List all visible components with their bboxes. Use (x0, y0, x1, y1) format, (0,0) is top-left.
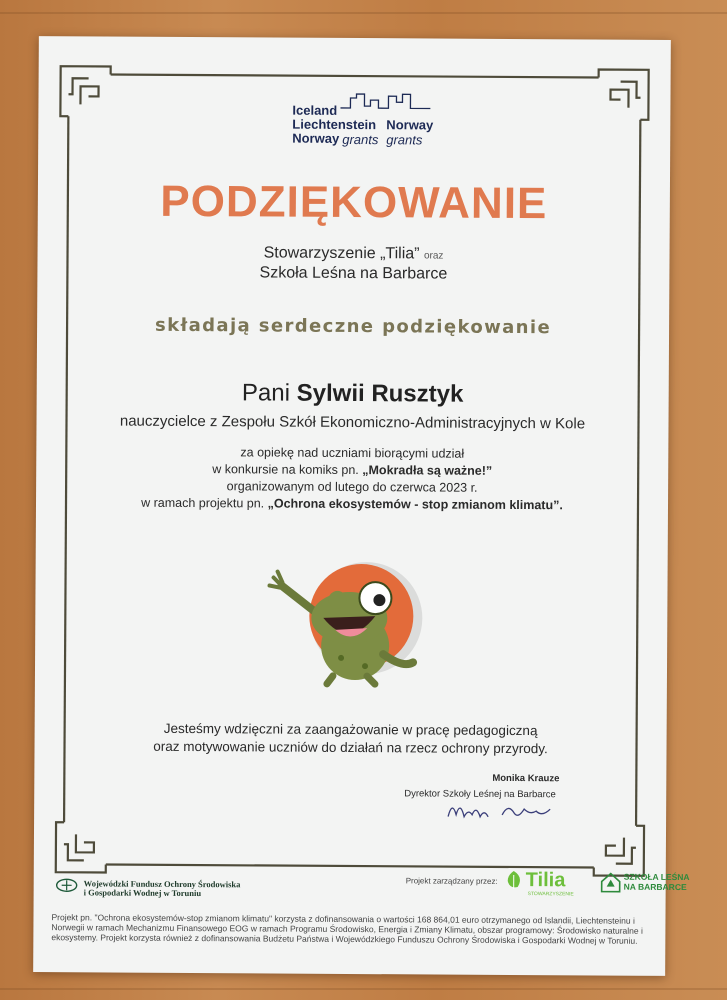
certificate-paper (33, 36, 690, 976)
organizer-line-2: Szkoła Leśna na Barbarce (259, 264, 448, 283)
wood-grain (0, 988, 727, 990)
project-name: „Ochrona ekosystemów - stop zmianom klimatu”. (267, 496, 563, 513)
recipient-name (37, 378, 669, 410)
managed-by-label: Projekt zarządzany przez: (405, 876, 498, 886)
body-contest-text: w konkursie na komiks pn. (212, 462, 359, 478)
closing-line-2: oraz motywowanie uczniów do działań na rzecz ochrony przyrody. (153, 738, 548, 757)
frog-mascot-illustration (263, 557, 444, 693)
tilia-name: Tilia (525, 869, 566, 892)
wood-grain (0, 12, 727, 14)
page-title: PODZIĘKOWANIE (160, 176, 548, 229)
organizer-conjunction: oraz (423, 250, 444, 262)
recipient-fullname: Sylwii Rusztyk (296, 379, 464, 408)
logo-norway-2: Norway (292, 130, 340, 146)
skyline-icon (340, 92, 430, 111)
body-project-text: w ramach projektu pn. (141, 495, 265, 511)
organizer-line-1 (37, 243, 669, 265)
recipient-prefix: Pani (241, 379, 291, 407)
szkola-line-2: NA BARBARCE (623, 881, 687, 893)
tilia-subtitle: STOWARZYSZENIE (527, 891, 574, 898)
wfos-line-1: Wojewódzki Fundusz Ochrony Środowiska (83, 878, 241, 890)
logo-iceland: Iceland (292, 102, 338, 118)
contest-name: „Mokradła są ważne!” (362, 463, 493, 478)
body-line-3: organizowanym od lutego do czerwca 2023 r. (226, 479, 478, 495)
logo-grants-1: grants (342, 131, 379, 148)
wfos-line-2: i Gospodarki Wodnej w Toruniu (83, 887, 202, 899)
logo-norway: Norway (386, 117, 434, 133)
leaf-icon (504, 869, 524, 891)
recipient-role: nauczycielce z Zespołu Szkół Ekonomiczno-Administracyjnych w Kole (119, 412, 586, 433)
organizer-tilia: Stowarzyszenie „Tilia” (263, 244, 420, 263)
wfos-emblem-icon (56, 878, 78, 892)
funding-footnote: Projekt pn. "Ochrona ekosystemów-stop zmianom klimatu" korzysta z dofinansowania o wartości 168 864,01 euro otrzymanego od Islandii, Liechtensteinu i Norwegii w ramach Mechanizmu Finansowego EOG w ramach Programu Środowisko, Energia i Zmiany Klimatu, obszar programowy: Środowisko naturalne i ekosystemy. Projekt korzysta również z dofinansowania Budżetu Państwa i Wojewódzkiego Funduszu Ochrony Środowiska i Gospodarki Wodnej w Toruniu. (51, 912, 643, 946)
handwritten-signature (446, 795, 556, 826)
thanks-heading: składają serdeczne podziękowanie (154, 314, 552, 339)
closing-line-1: Jesteśmy wdzięczni za zaangażowanie w pracę pedagogiczną (163, 720, 538, 739)
house-tree-icon (600, 872, 622, 894)
body-line-1: za opiekę nad uczniami biorącymi udział (240, 445, 465, 461)
signer-name: Monika Krauze (492, 772, 560, 785)
logo-liechtenstein: Liechtenstein (292, 116, 377, 133)
signer-title: Dyrektor Szkoły Leśnej na Barbarce (404, 788, 556, 801)
logo-grants-2: grants (386, 132, 423, 148)
szkola-line-1: SZKOŁA LEŚNA (623, 871, 690, 883)
